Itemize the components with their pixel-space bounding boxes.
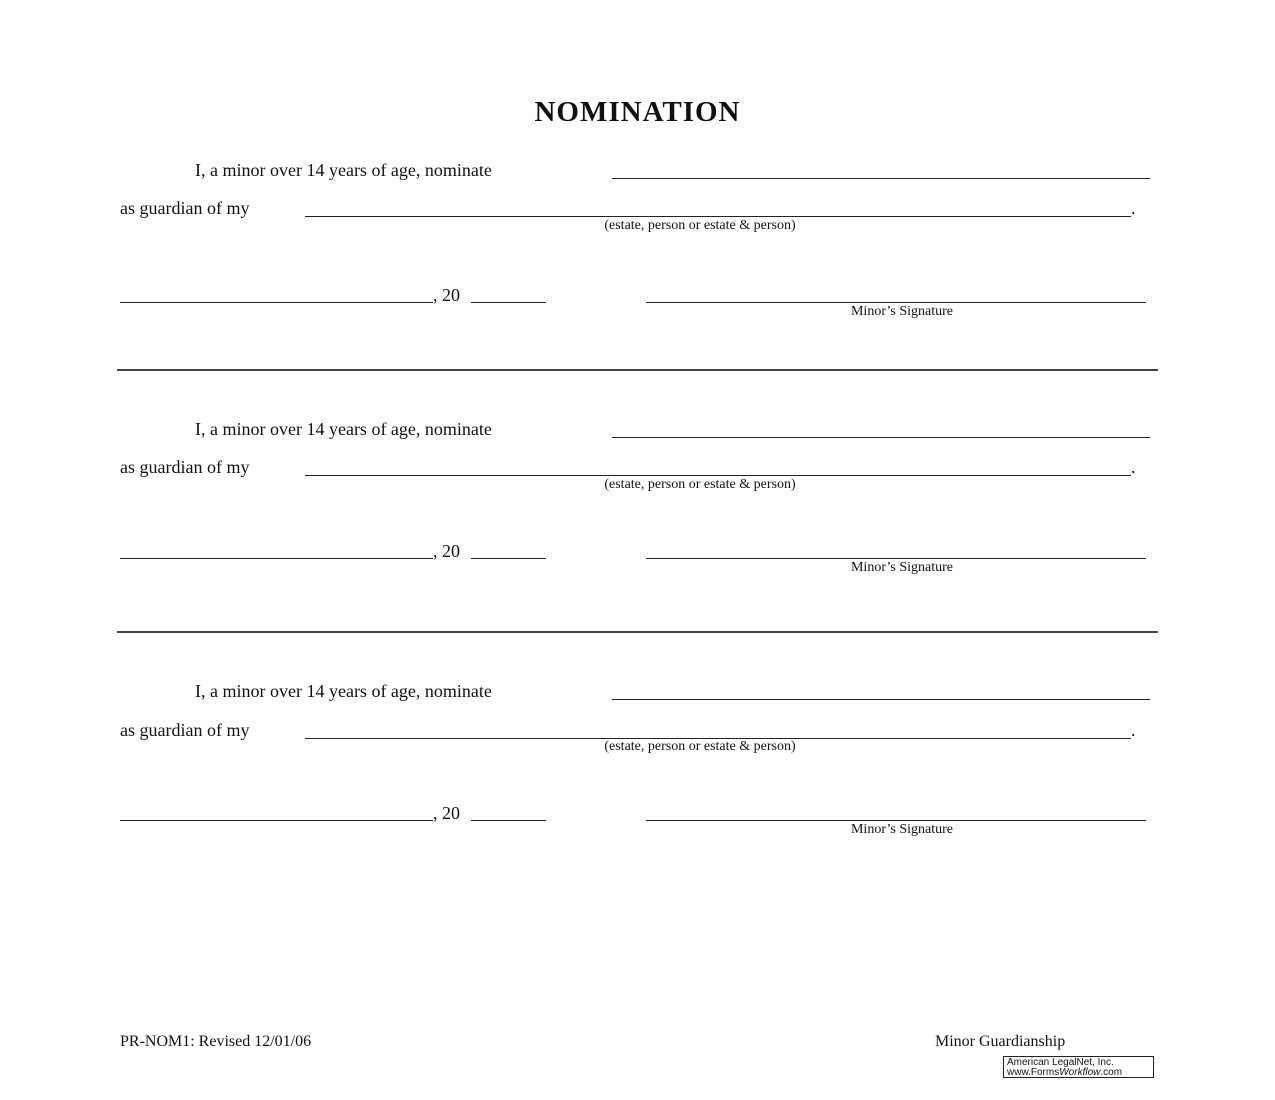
period-text: . bbox=[1131, 457, 1136, 477]
period-text: . bbox=[1131, 720, 1136, 740]
year-prefix-text: , 20 bbox=[433, 803, 460, 823]
guardian-of-text: as guardian of my bbox=[120, 457, 250, 477]
guardianship-type-blank[interactable] bbox=[305, 475, 1131, 476]
signature-blank[interactable] bbox=[646, 820, 1146, 821]
year-blank[interactable] bbox=[471, 820, 546, 821]
publisher-url bbox=[1007, 1068, 1153, 1078]
section-divider bbox=[117, 631, 1158, 633]
signature-blank[interactable] bbox=[646, 558, 1146, 559]
nominate-text: I, a minor over 14 years of age, nominate bbox=[195, 419, 492, 439]
nominee-blank[interactable] bbox=[612, 699, 1150, 700]
form-id: PR-NOM1: Revised 12/01/06 bbox=[120, 1033, 312, 1050]
date-blank[interactable] bbox=[120, 558, 433, 559]
guardianship-type-caption: (estate, person or estate & person) bbox=[604, 477, 796, 492]
signature-label: Minor’s Signature bbox=[850, 560, 953, 575]
guardian-of-text: as guardian of my bbox=[120, 198, 250, 218]
url-prefix: www.Forms bbox=[1007, 1067, 1060, 1078]
year-blank[interactable] bbox=[471, 302, 546, 303]
signature-label: Minor’s Signature bbox=[850, 822, 953, 837]
signature-blank[interactable] bbox=[646, 302, 1146, 303]
form-category: Minor Guardianship bbox=[935, 1033, 1066, 1050]
page-title: NOMINATION bbox=[534, 96, 741, 128]
guardianship-type-blank[interactable] bbox=[305, 216, 1131, 217]
nominate-text: I, a minor over 14 years of age, nominate bbox=[195, 160, 492, 180]
year-prefix-text: , 20 bbox=[433, 285, 460, 305]
url-italic: Workflow bbox=[1059, 1067, 1101, 1078]
signature-label: Minor’s Signature bbox=[850, 304, 953, 319]
guardian-of-text: as guardian of my bbox=[120, 720, 250, 740]
guardianship-type-caption: (estate, person or estate & person) bbox=[604, 218, 796, 233]
publisher-name: American LegalNet, Inc. bbox=[1007, 1057, 1114, 1068]
date-blank[interactable] bbox=[120, 302, 433, 303]
section-divider bbox=[117, 369, 1158, 371]
publisher-badge bbox=[1003, 1056, 1154, 1078]
period-text: . bbox=[1131, 198, 1136, 218]
year-prefix-text: , 20 bbox=[433, 541, 460, 561]
nominee-blank[interactable] bbox=[612, 178, 1150, 179]
nominee-blank[interactable] bbox=[612, 437, 1150, 438]
date-blank[interactable] bbox=[120, 820, 433, 821]
nominate-text: I, a minor over 14 years of age, nominate bbox=[195, 681, 492, 701]
year-blank[interactable] bbox=[471, 558, 546, 559]
url-suffix: .com bbox=[1100, 1067, 1123, 1078]
guardianship-type-caption: (estate, person or estate & person) bbox=[604, 739, 796, 754]
